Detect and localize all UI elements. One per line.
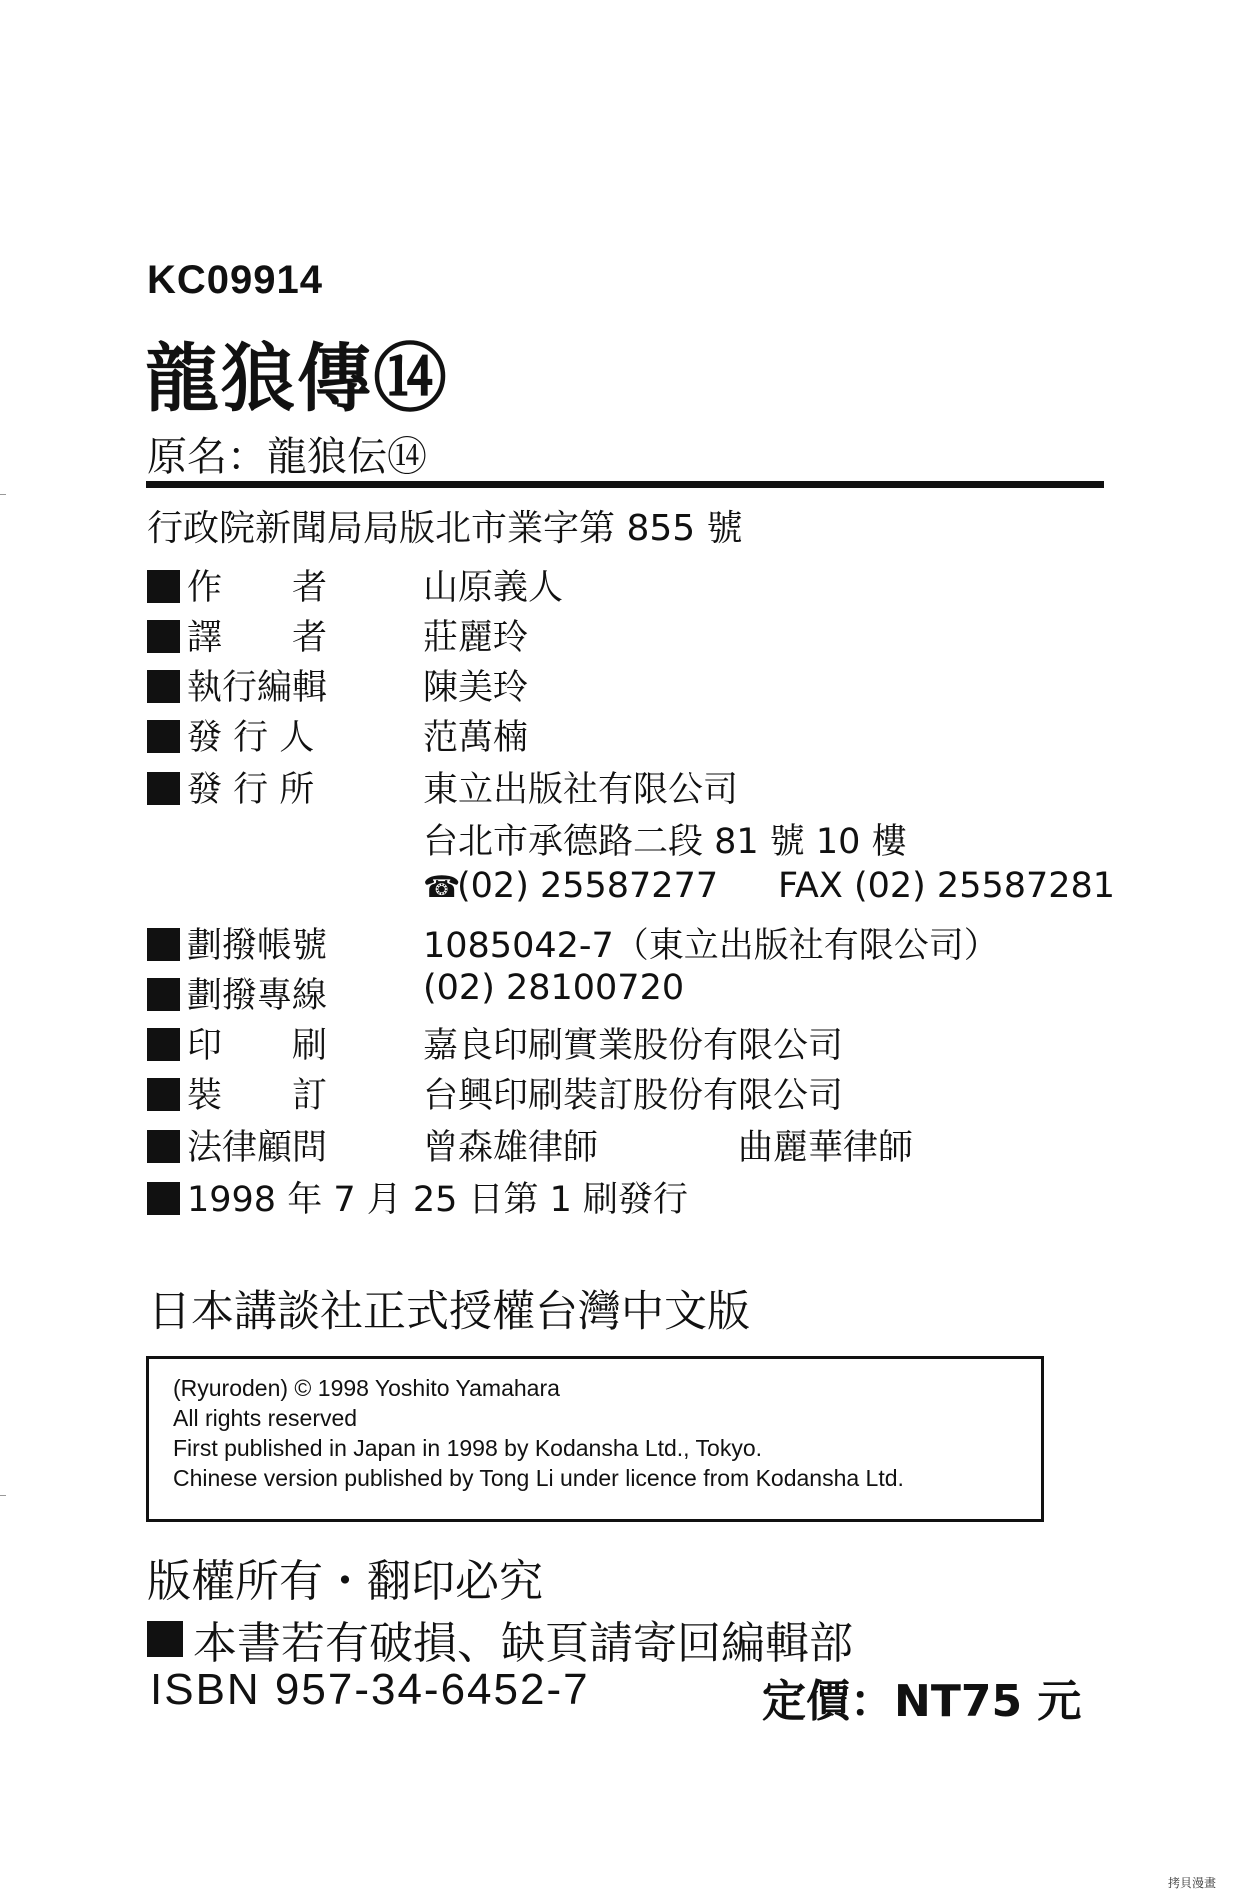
isbn: ISBN 957-34-6452-7 <box>150 1665 590 1714</box>
margin-mark <box>0 1495 6 1496</box>
legal-label: 法律顧問 <box>187 1128 328 1168</box>
copyright-box <box>146 1356 1044 1522</box>
credit-value: 東立出版社有限公司 <box>423 770 739 810</box>
price: 定價：NT75 元 <box>762 1676 1082 1727</box>
credit-label: 執行編輯 <box>187 668 328 708</box>
publisher-address: 台北市承德路二段 81 號 10 樓 <box>423 822 907 862</box>
bullet-square-icon <box>147 720 180 753</box>
legal-row <box>147 1120 1047 1168</box>
license-number: 行政院新聞局局版北市業字第 855 號 <box>147 508 743 549</box>
original-title: 原名：龍狼伝⑭ <box>147 434 427 480</box>
bullet-square-icon <box>147 978 180 1011</box>
credit-value: 山原義人 <box>423 568 564 608</box>
telephone-icon: ☎ <box>423 870 461 905</box>
account-value: 1085042-7（東立出版社有限公司） <box>423 926 999 966</box>
bullet-square-icon <box>147 1028 180 1061</box>
margin-mark <box>0 494 6 495</box>
bullet-square-icon <box>147 1078 180 1111</box>
lawyer-secondary: 曲麗華律師 <box>738 1128 914 1168</box>
credit-value: 陳美玲 <box>423 668 529 708</box>
bullet-square-icon <box>147 670 180 703</box>
account-label: 劃撥專線 <box>187 976 328 1016</box>
divider-rule <box>146 481 1104 488</box>
account-label: 裝 訂 <box>187 1076 328 1116</box>
copyright-line: First published in Japan in 1998 by Kodansha Ltd., Tokyo. <box>173 1435 763 1461</box>
bullet-square-icon <box>147 928 180 961</box>
return-notice: 本書若有破損、缺頁請寄回編輯部 <box>193 1618 853 1669</box>
copyright-line: All rights reserved <box>173 1405 358 1431</box>
credit-label: 發 行 人 <box>187 718 315 758</box>
credit-label: 譯 者 <box>187 618 328 658</box>
lawyer-primary: 曾森雄律師 <box>423 1128 599 1168</box>
bullet-square-icon <box>147 772 180 805</box>
publisher-phone <box>423 866 718 906</box>
copyright-line: Chinese version published by Tong Li under licence from Kodansha Ltd. <box>173 1465 904 1491</box>
publisher-fax: FAX (02) 25587281 <box>778 866 1116 906</box>
watermark: 拷貝漫畫 <box>1168 1876 1217 1890</box>
issue-date: 1998 年 7 月 25 日第 1 刷發行 <box>187 1180 689 1220</box>
account-value: (02) 28100720 <box>423 968 685 1008</box>
account-value: 台興印刷裝訂股份有限公司 <box>423 1076 844 1116</box>
book-title: 龍狼傳⑭ <box>145 336 449 422</box>
catalog-code: KC09914 <box>147 258 324 302</box>
bullet-square-icon <box>147 570 180 603</box>
phone-number: (02) 25587277 <box>457 866 719 906</box>
credit-value: 莊麗玲 <box>423 618 529 658</box>
account-label: 印 刷 <box>187 1026 328 1066</box>
bullet-square-icon <box>147 1130 180 1163</box>
account-label: 劃撥帳號 <box>187 926 328 966</box>
official-edition: 日本講談社正式授權台灣中文版 <box>148 1287 750 1337</box>
bullet-square-icon <box>147 1182 180 1215</box>
credit-value: 范萬楠 <box>423 718 529 758</box>
rights-notice: 版權所有・翻印必究 <box>147 1556 543 1607</box>
account-value: 嘉良印刷實業股份有限公司 <box>423 1026 844 1066</box>
credit-label: 發 行 所 <box>187 770 315 810</box>
credit-label: 作 者 <box>187 568 328 608</box>
copyright-line: (Ryuroden) © 1998 Yoshito Yamahara <box>173 1375 560 1401</box>
bullet-square-icon <box>147 620 180 653</box>
bullet-square-icon <box>147 1621 183 1657</box>
